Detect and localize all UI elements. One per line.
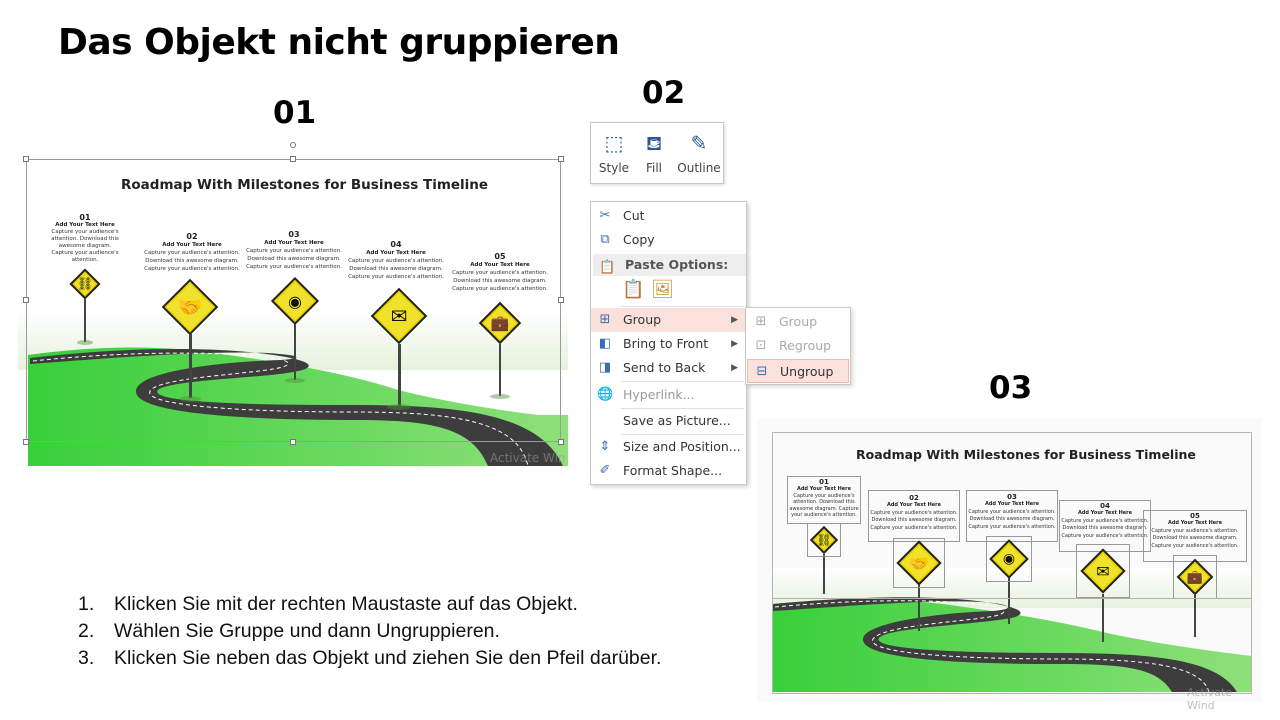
menu-item-copy[interactable]: ⧉ Copy bbox=[591, 228, 746, 252]
slide-thumbnail-grouped[interactable] bbox=[18, 140, 568, 466]
step-label-01: 01 bbox=[273, 95, 317, 131]
ungroup-icon: ⊟ bbox=[756, 364, 768, 379]
chain-icon: ⛓ bbox=[816, 533, 832, 547]
milestone-sign-2 bbox=[163, 280, 217, 406]
submenu-arrow-icon: ▶ bbox=[731, 339, 738, 349]
milestone-3-text: 03 Add Your Text Here Capture your audience's attention. Download this awesome diagram. Capture your audience's attention. bbox=[968, 493, 1056, 530]
milestone-5-text: 05 Add Your Text Here Capture your audience's attention. Download this awesome diagram. Capture your audience's attention. bbox=[1151, 512, 1239, 549]
instruction-list bbox=[78, 592, 661, 673]
context-menu bbox=[590, 201, 747, 485]
menu-item-cut[interactable]: ✂ Cut bbox=[591, 204, 746, 228]
milestone-5-text: 05 Add Your Text Here Capture your audience's attention. Download this awesome diagram. Capture your audience's attention. bbox=[452, 252, 548, 292]
clipboard-icon: 📋 bbox=[599, 260, 616, 275]
send-to-back-icon: ◨ bbox=[598, 360, 612, 375]
menu-separator bbox=[621, 381, 744, 382]
group-submenu bbox=[745, 307, 851, 385]
resize-handle[interactable] bbox=[558, 439, 564, 445]
submenu-item-group[interactable]: ⊞ Group bbox=[747, 310, 849, 334]
instruction-step-1: 1. Klicken Sie mit der rechten Maustaste auf das Objekt. bbox=[78, 593, 578, 615]
resize-handle[interactable] bbox=[23, 439, 29, 445]
paste-as-picture-icon[interactable]: 🖼 bbox=[651, 279, 674, 300]
milestone-4-text: 04 Add Your Text Here Capture your audience's attention. Download this awesome diagram. Capture your audience's attention. bbox=[1061, 502, 1149, 539]
milestone-sign-5 bbox=[479, 302, 521, 400]
menu-item-format-shape[interactable]: ✐ Format Shape... bbox=[591, 459, 746, 483]
globe-link-icon: 🌐 bbox=[597, 387, 614, 402]
submenu-arrow-icon: ▶ bbox=[731, 315, 738, 325]
milestone-3-text: 03 Add Your Text Here Capture your audience's attention. Download this awesome diagram. Capture your audience's attention. bbox=[246, 230, 342, 270]
chain-icon: ⛓ bbox=[76, 276, 94, 292]
milestone-sign-4 bbox=[371, 288, 427, 412]
mini-toolbar bbox=[590, 122, 724, 184]
menu-item-group[interactable]: ⊞ Group ▶ bbox=[591, 308, 746, 332]
menu-item-bring-to-front[interactable]: ◧ Bring to Front ▶ bbox=[591, 332, 746, 356]
milestone-2-text: 02 Add Your Text Here Capture your audience's attention. Download this awesome diagram. Capture your audience's attention. bbox=[870, 494, 958, 531]
resize-handle[interactable] bbox=[290, 156, 296, 162]
menu-item-send-to-back[interactable]: ◨ Send to Back ▶ bbox=[591, 356, 746, 380]
milestone-2-text: 02 Add Your Text Here Capture your audience's attention. Download this awesome diagram. Capture your audience's attention. bbox=[144, 232, 240, 272]
activate-windows-watermark: Activate Wind bbox=[1187, 686, 1233, 712]
regroup-icon: ⊡ bbox=[755, 338, 767, 353]
step-label-02: 02 bbox=[642, 75, 686, 111]
resize-handle[interactable] bbox=[558, 156, 564, 162]
paint-bucket-icon: ⛾ bbox=[645, 131, 663, 155]
scissors-icon: ✂ bbox=[599, 208, 611, 223]
slide-title: Roadmap With Milestones for Business Timeline bbox=[856, 447, 1196, 462]
slide-title: Roadmap With Milestones for Business Timeline bbox=[121, 177, 489, 193]
outline-button[interactable]: ✎ Outline bbox=[675, 129, 723, 179]
resize-handle[interactable] bbox=[290, 439, 296, 445]
handshake-icon: 🤝 bbox=[177, 295, 203, 319]
money-icon: ◉ bbox=[1002, 551, 1016, 567]
menu-separator bbox=[621, 306, 744, 307]
bring-to-front-icon: ◧ bbox=[598, 336, 612, 351]
size-position-icon: ⇕ bbox=[599, 439, 611, 454]
submenu-item-regroup[interactable]: ⊡ Regroup bbox=[747, 334, 849, 358]
envelope-dollar-icon: ✉ bbox=[390, 304, 408, 328]
pen-outline-icon: ✎ bbox=[690, 131, 708, 155]
slide-thumbnail-ungrouped[interactable] bbox=[757, 418, 1262, 712]
menu-item-save-as-picture[interactable]: Save as Picture... bbox=[623, 413, 731, 428]
copy-icon: ⧉ bbox=[600, 232, 610, 247]
milestone-sign-1 bbox=[71, 270, 99, 350]
fill-button[interactable]: ⛾ Fill bbox=[633, 129, 675, 179]
milestone-1-text: 01 Add Your Text Here Capture your audience's attention. Download this awesome diagram. Capture your audience's attention. bbox=[51, 213, 119, 263]
group-icon: ⊞ bbox=[755, 314, 767, 329]
paste-options-header: 📋 Paste Options: bbox=[593, 254, 746, 276]
instruction-step-3: 3. Klicken Sie neben das Objekt und ziehen Sie den Pfeil darüber. bbox=[78, 647, 662, 669]
group-icon: ⊞ bbox=[599, 312, 611, 327]
page-title: Das Objekt nicht gruppieren bbox=[58, 22, 620, 63]
milestone-sign-3 bbox=[272, 278, 318, 386]
envelope-dollar-icon: ✉ bbox=[1096, 561, 1110, 581]
menu-item-size-and-position[interactable]: ⇕ Size and Position... bbox=[591, 435, 746, 459]
money-icon: ◉ bbox=[288, 291, 302, 311]
slide-selection-frame[interactable] bbox=[772, 432, 1252, 694]
milestone-4-text: 04 Add Your Text Here Capture your audience's attention. Download this awesome diagram. Capture your audience's attention. bbox=[348, 240, 444, 280]
format-shape-icon: ✐ bbox=[599, 463, 611, 478]
resize-handle[interactable] bbox=[558, 297, 564, 303]
activate-windows-watermark: Activate Win bbox=[490, 451, 566, 465]
milestone-1-text: 01 Add Your Text Here Capture your audience's attention. Download this awesome diagram. Capture your audience's attention. bbox=[789, 478, 859, 518]
style-button[interactable]: ⬚ Style bbox=[593, 129, 635, 179]
menu-item-hyperlink[interactable]: 🌐 Hyperlink... bbox=[597, 387, 695, 402]
rotate-handle[interactable] bbox=[290, 142, 296, 148]
instruction-step-2: 2. Wählen Sie Gruppe und dann Ungruppieren. bbox=[78, 620, 500, 642]
submenu-arrow-icon: ▶ bbox=[731, 363, 738, 373]
step-label-03: 03 bbox=[989, 370, 1033, 406]
resize-handle[interactable] bbox=[23, 297, 29, 303]
handshake-icon: 🤝 bbox=[909, 553, 929, 573]
briefcase-icon: 💼 bbox=[490, 314, 510, 332]
submenu-item-ungroup[interactable]: ⊟ Ungroup bbox=[747, 359, 849, 383]
paste-keep-formatting-icon[interactable]: 📋 bbox=[622, 279, 645, 300]
shape-style-icon: ⬚ bbox=[604, 131, 624, 155]
briefcase-icon: 💼 bbox=[1186, 569, 1204, 585]
resize-handle[interactable] bbox=[23, 156, 29, 162]
